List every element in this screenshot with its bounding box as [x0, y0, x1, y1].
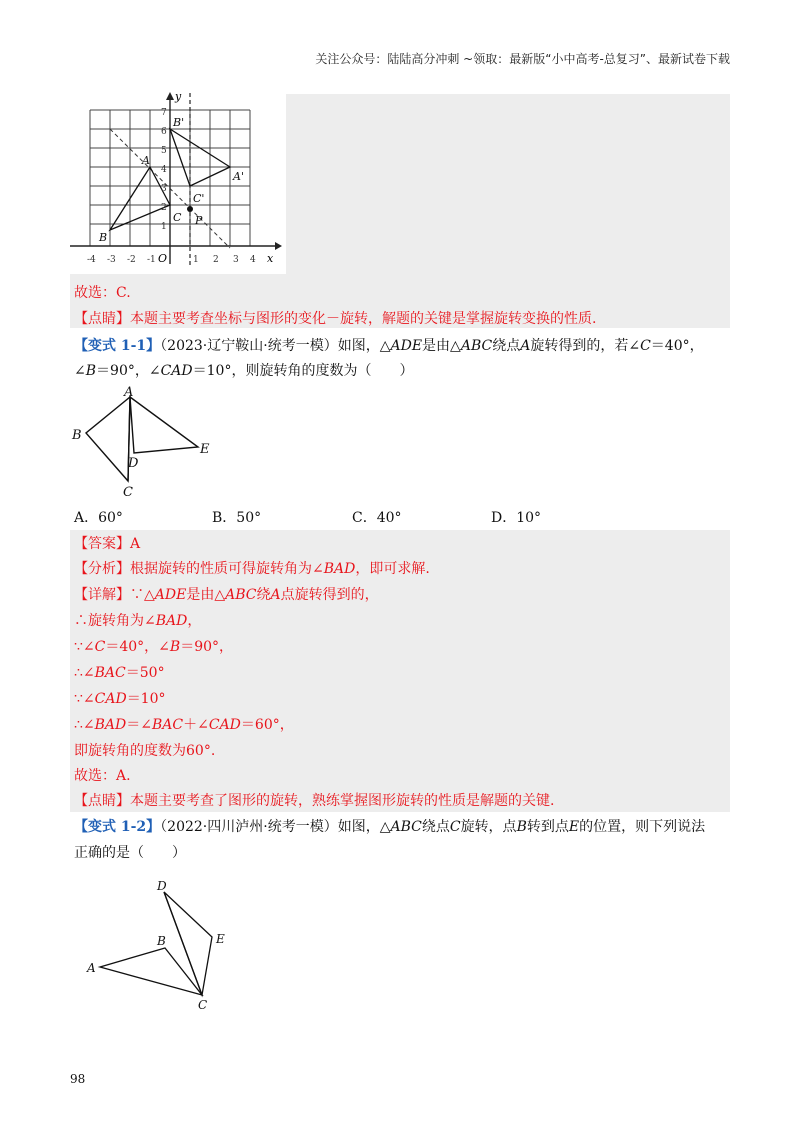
q1-detail-3: ∵∠C＝40°，∠B＝90°，	[74, 639, 234, 655]
q1-detail-5: ∵∠CAD＝10°	[74, 691, 166, 707]
fig2-label-a: A	[87, 961, 96, 975]
q1-detail-8: 故选：A.	[74, 768, 131, 784]
axis-y-label: y	[175, 90, 182, 103]
fig1-label-a: A	[124, 385, 134, 400]
point-label-b: B	[99, 231, 108, 244]
x-tick-label: -2	[127, 255, 136, 265]
y-tick-label: 7	[161, 108, 167, 118]
x-tick-label: 1	[193, 255, 199, 265]
q1-stem-line2: ∠B＝90°，∠CAD＝10°，则旋转角的度数为（ ）	[74, 363, 414, 379]
q1-detail-2: ∴旋转角为∠BAD，	[74, 613, 202, 629]
fig2-label-e: E	[216, 932, 225, 946]
y-tick-label: 4	[161, 165, 167, 175]
fig1-label-e: E	[200, 442, 210, 457]
coordinate-grid-figure	[70, 88, 286, 274]
point-label-a: A	[142, 154, 150, 167]
origin-label: O	[158, 252, 168, 265]
y-tick-label: 6	[161, 127, 167, 137]
q1-triangle-figure	[66, 385, 226, 505]
point-label-c: C	[173, 211, 182, 224]
point-label-p: P	[195, 214, 203, 227]
x-tick-label: 3	[233, 255, 239, 265]
prev-comment: 【点睛】本题主要考查坐标与图形的变化－旋转，解题的关键是掌握旋转变换的性质.	[74, 311, 597, 327]
q1-analysis: 【分析】根据旋转的性质可得旋转角为∠BAD，即可求解.	[74, 561, 430, 577]
q1-comment: 【点睛】本题主要考查了图形的旋转，熟练掌握图形旋转的性质是解题的关键.	[74, 793, 555, 809]
q1-detail-6: ∴∠BAD＝∠BAC＋∠CAD＝60°，	[74, 717, 294, 733]
axis-x-label: x	[267, 252, 274, 265]
q1-option-d: D．10°	[491, 510, 542, 526]
y-tick-label: 5	[161, 146, 167, 156]
fig1-label-d: D	[128, 456, 139, 471]
x-tick-label: -1	[147, 255, 156, 265]
fig2-label-b: B	[157, 934, 166, 948]
q2-triangle-figure	[80, 875, 260, 1015]
q2-stem-line2: 正确的是（ ）	[74, 845, 186, 861]
x-tick-label: 4	[250, 255, 256, 265]
point-label-c-prime: C'	[193, 192, 205, 205]
page-header: 关注公众号：陆陆高分冲刺 ~领取：最新版“小中高考-总复习”、最新试卷下载	[315, 52, 730, 66]
page-number: 98	[70, 1072, 86, 1086]
x-tick-label: 2	[213, 255, 219, 265]
prev-choice: 故选：C.	[74, 285, 131, 301]
q1-detail-1: 【详解】∵△ADE是由△ABC绕A点旋转得到的，	[74, 587, 379, 603]
q1-option-b: B．50°	[212, 510, 262, 526]
y-tick-label: 2	[161, 203, 167, 213]
point-label-a-prime: A'	[233, 170, 244, 183]
fig1-label-b: B	[72, 428, 82, 443]
q1-detail-7: 即旋转角的度数为60°.	[74, 743, 216, 759]
q1-option-a: A．60°	[74, 510, 123, 526]
q2-stem-line1: 【变式 1-2】（2022·四川泸州·统考一模）如图，△ABC绕点C旋转，点B转到点E的位置，则下列说法	[74, 819, 706, 835]
x-tick-label: -4	[87, 255, 96, 265]
fig2-label-c: C	[198, 998, 208, 1012]
q1-stem-line1: 【变式 1-1】（2023·辽宁鞍山·统考一模）如图，△ADE是由△ABC绕点A旋转得到的，若∠C＝40°，	[74, 338, 704, 354]
y-tick-label: 3	[161, 184, 167, 194]
point-label-b-prime: B'	[173, 116, 185, 129]
fig2-label-d: D	[157, 879, 167, 893]
q1-option-c: C．40°	[352, 510, 402, 526]
q1-answer: 【答案】A	[74, 536, 141, 552]
q1-detail-4: ∴∠BAC＝50°	[74, 665, 165, 681]
x-tick-label: -3	[107, 255, 116, 265]
y-tick-label: 1	[161, 222, 167, 232]
fig1-label-c: C	[123, 485, 133, 500]
